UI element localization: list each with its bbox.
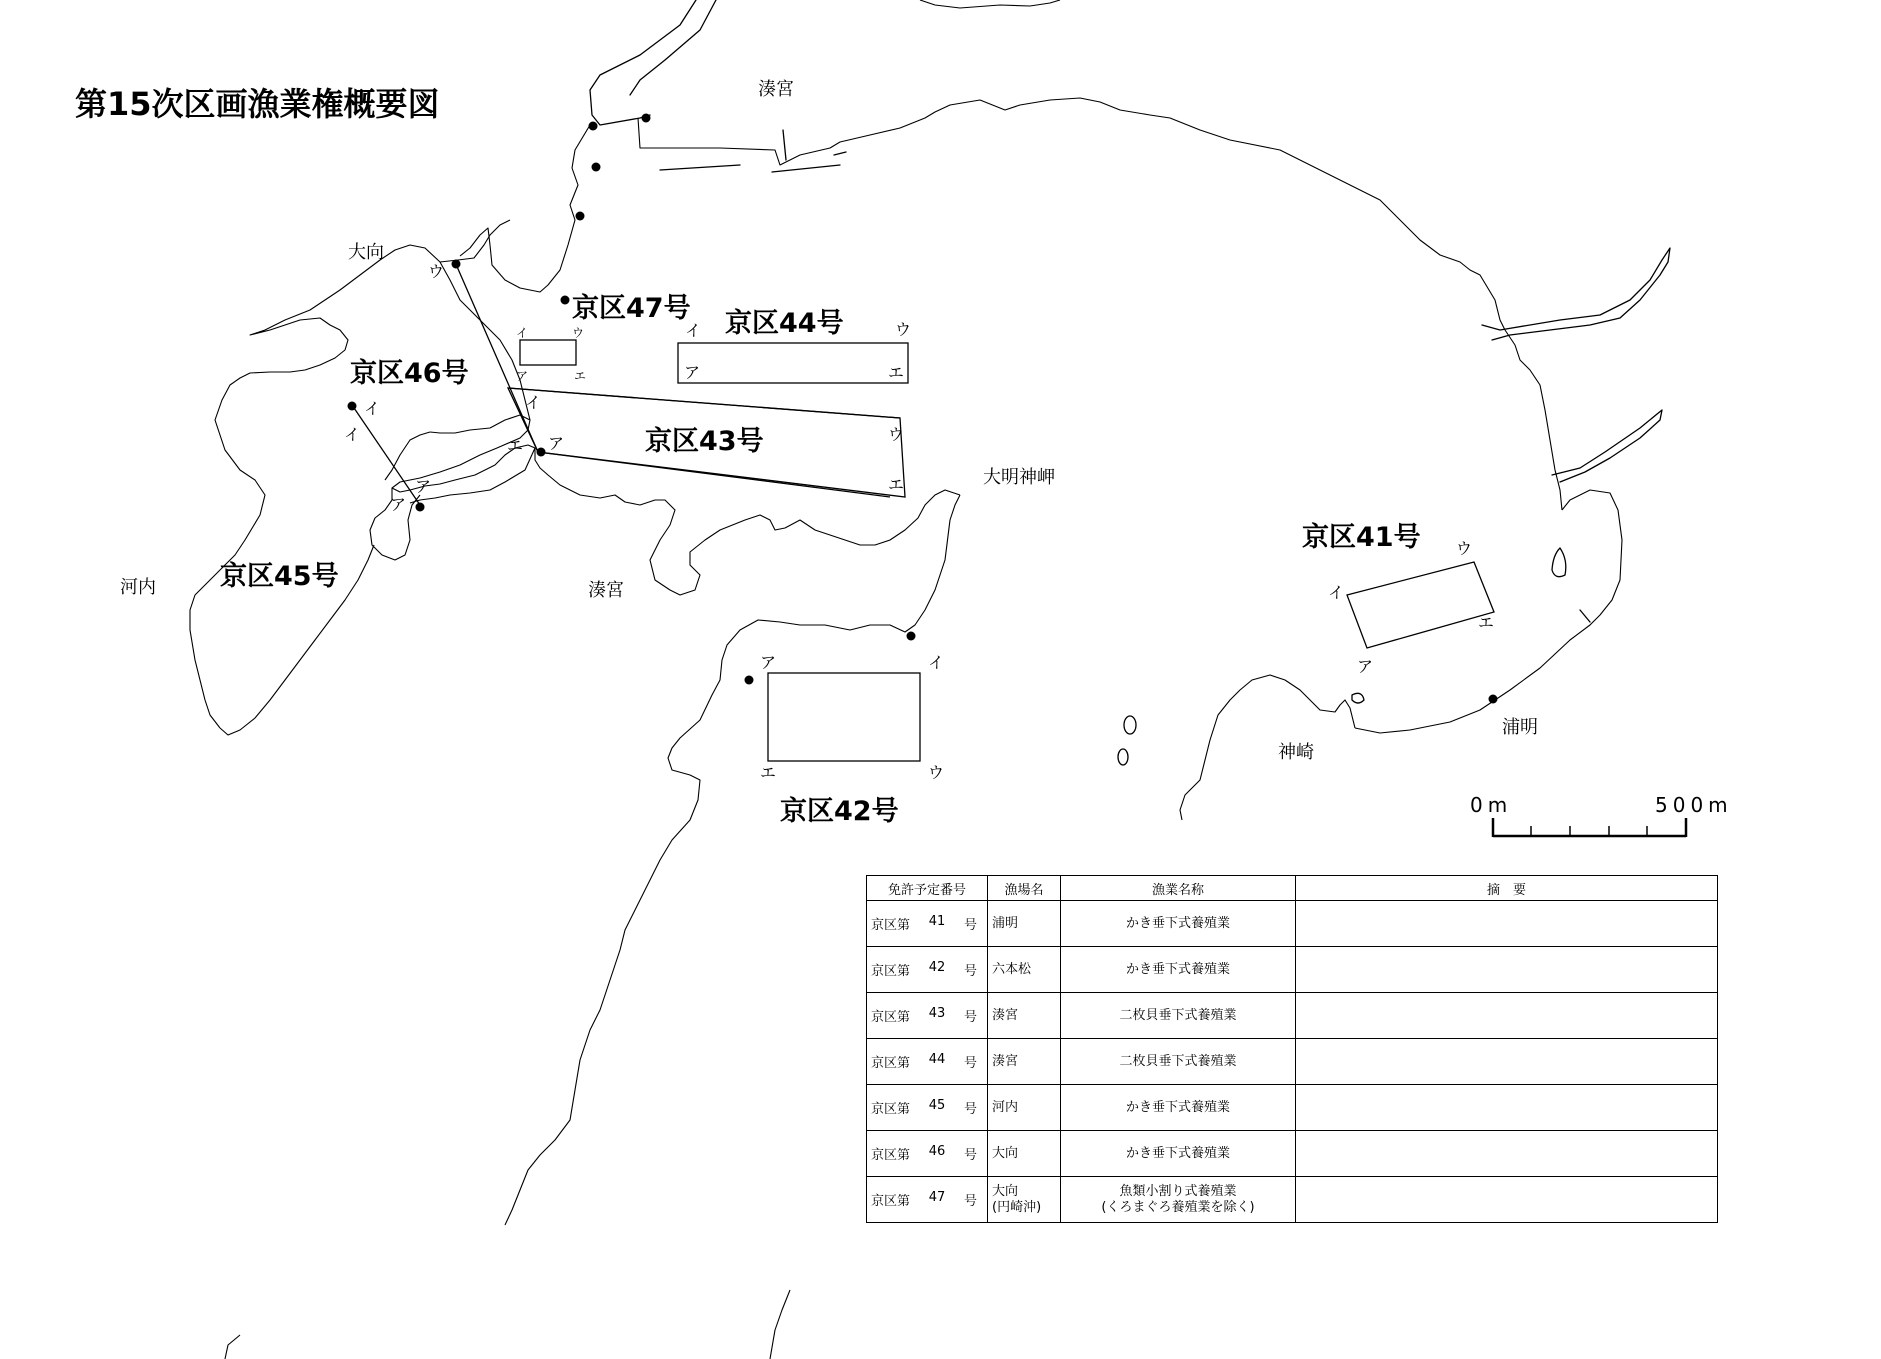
z46-corner-e: エ xyxy=(507,436,524,455)
zone-41-label: 京区41号 xyxy=(1302,522,1421,553)
summary-cell xyxy=(1296,947,1718,993)
scale-start-label: 0m xyxy=(1470,793,1513,817)
zone-46-label: 京区46号 xyxy=(350,358,469,389)
z42-corner-e: エ xyxy=(760,763,777,782)
ground-cell: 大向 xyxy=(988,1131,1061,1177)
fishery-name-cell: 二枚貝垂下式養殖業 xyxy=(1061,993,1296,1039)
z42-corner-u: ウ xyxy=(928,763,945,782)
license-no-cell: 京区第 42 号 xyxy=(867,947,988,993)
z43-corner-e: エ xyxy=(888,475,905,494)
z41-corner-e: エ xyxy=(1478,613,1495,632)
fishery-name-cell: かき垂下式養殖業 xyxy=(1061,947,1296,993)
place-names xyxy=(120,79,1538,763)
table-row xyxy=(867,1039,1718,1085)
header-summary: 摘 要 xyxy=(1296,876,1718,901)
z41-corner-u: ウ xyxy=(1456,539,1473,558)
markers xyxy=(348,114,1498,704)
map-title: 第15次区画漁業権概要図 xyxy=(75,85,440,123)
license-no-cell: 京区第 46 号 xyxy=(867,1131,988,1177)
zone-44-label: 京区44号 xyxy=(725,308,844,339)
zone-42-label: 京区42号 xyxy=(780,796,899,827)
ground-cell: 大向 (円崎沖) xyxy=(988,1177,1061,1223)
fishery-name-cell: 魚類小割り式養殖業 (くろまぐろ養殖業を除く) xyxy=(1061,1177,1296,1223)
z44-corner-u: ウ xyxy=(895,320,912,339)
place-minatomiya-north: 湊宮 xyxy=(758,79,794,100)
fishery-name-cell: かき垂下式養殖業 xyxy=(1061,901,1296,947)
ground-cell: 湊宮 xyxy=(988,993,1061,1039)
z45-corner-a-left: ア xyxy=(390,495,407,514)
ground-cell: 浦明 xyxy=(988,901,1061,947)
z41-corner-a: ア xyxy=(1357,657,1374,676)
header-fishery-name: 漁業名称 xyxy=(1061,876,1296,901)
header-license-no: 免許予定番号 xyxy=(867,876,988,901)
license-no-cell: 京区第 45 号 xyxy=(867,1085,988,1131)
place-omukai: 大向 xyxy=(348,242,384,263)
legend-table xyxy=(866,875,1718,1223)
place-kanzaki: 神崎 xyxy=(1278,742,1314,763)
z47-corner-i: イ xyxy=(516,326,529,340)
place-uramyo: 浦明 xyxy=(1502,717,1538,738)
zone-42-box xyxy=(768,673,920,761)
z47-corner-a: ア xyxy=(516,369,529,383)
license-no-cell: 京区第 44 号 xyxy=(867,1039,988,1085)
ground-cell: 河内 xyxy=(988,1085,1061,1131)
z46-corner-u: ウ xyxy=(428,262,445,281)
z47-corner-e: エ xyxy=(574,369,587,383)
z44-corner-a: ア xyxy=(684,363,701,382)
scale-end-label: 500m xyxy=(1655,793,1733,817)
header-ground: 漁場名 xyxy=(988,876,1061,901)
place-daimyojinmisaki: 大明神岬 xyxy=(983,467,1055,488)
table-row xyxy=(867,1131,1718,1177)
summary-cell xyxy=(1296,1085,1718,1131)
ground-cell: 湊宮 xyxy=(988,1039,1061,1085)
zone-47-label: 京区47号 xyxy=(572,293,691,324)
z45-corner-i-right: イ xyxy=(364,399,381,418)
summary-cell xyxy=(1296,1039,1718,1085)
legend-header-row xyxy=(867,876,1718,901)
zone-44-box xyxy=(678,343,908,383)
z43-corner-i: イ xyxy=(525,393,542,412)
summary-cell xyxy=(1296,1177,1718,1223)
zone-41-box xyxy=(1347,562,1494,648)
z45-corner-i-left: イ xyxy=(344,425,361,444)
z42-corner-i: イ xyxy=(928,653,945,672)
license-no-cell: 京区第 43 号 xyxy=(867,993,988,1039)
scale-bar xyxy=(1470,793,1733,837)
z42-corner-a: ア xyxy=(760,653,777,672)
table-row xyxy=(867,901,1718,947)
z44-corner-i: イ xyxy=(685,321,702,340)
summary-cell xyxy=(1296,901,1718,947)
license-no-cell: 京区第 47 号 xyxy=(867,1177,988,1223)
table-row xyxy=(867,993,1718,1039)
place-kouchi: 河内 xyxy=(120,577,156,598)
z43-corner-a: ア xyxy=(548,434,565,453)
z41-corner-i: イ xyxy=(1328,583,1345,602)
table-row xyxy=(867,1085,1718,1131)
zone-47-box xyxy=(520,340,576,365)
z43-corner-u: ウ xyxy=(888,425,905,444)
z45-corner-a-top: ア xyxy=(415,477,432,496)
license-no-cell: 京区第 41 号 xyxy=(867,901,988,947)
table-row xyxy=(867,1177,1718,1223)
z47-corner-u: ウ xyxy=(572,326,585,340)
z44-corner-e: エ xyxy=(888,363,905,382)
fishery-name-cell: 二枚貝垂下式養殖業 xyxy=(1061,1039,1296,1085)
ground-cell: 六本松 xyxy=(988,947,1061,993)
summary-cell xyxy=(1296,1131,1718,1177)
summary-cell xyxy=(1296,993,1718,1039)
table-row xyxy=(867,947,1718,993)
fishery-name-cell: かき垂下式養殖業 xyxy=(1061,1085,1296,1131)
zone-45-label: 京区45号 xyxy=(220,561,339,592)
zone-43-label: 京区43号 xyxy=(645,426,764,457)
place-minatomiya-south: 湊宮 xyxy=(588,580,624,601)
fishery-name-cell: かき垂下式養殖業 xyxy=(1061,1131,1296,1177)
